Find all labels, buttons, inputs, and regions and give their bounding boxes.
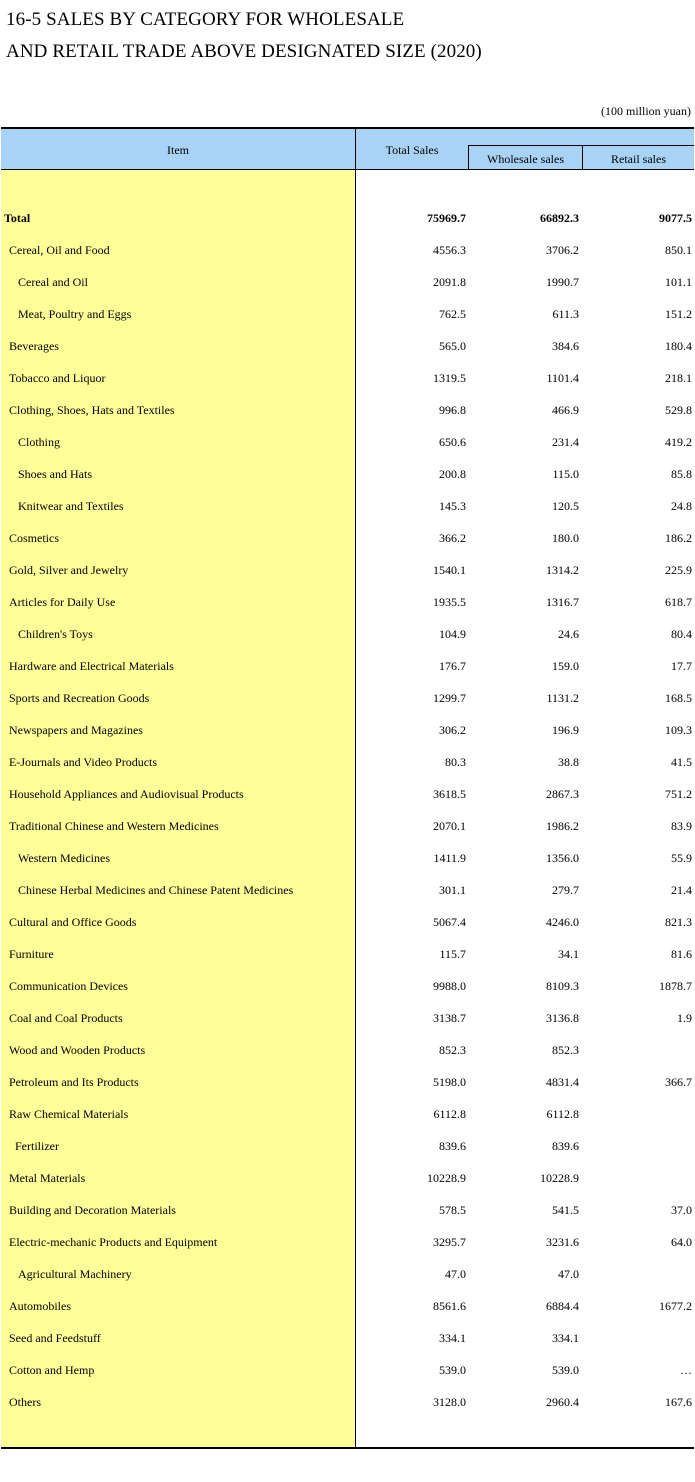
table-row	[1, 1290, 694, 1322]
row-retail-sales: 55.9	[671, 851, 692, 865]
row-total-sales: 852.3	[439, 1043, 466, 1057]
row-wholesale-sales: 1986.2	[546, 819, 579, 833]
table-row	[1, 1258, 694, 1290]
row-label: Seed and Feedstuff	[9, 1331, 101, 1345]
row-wholesale-sales: 38.8	[558, 755, 579, 769]
row-total-sales: 47.0	[445, 1267, 466, 1281]
row-retail-sales: 419.2	[665, 435, 692, 449]
page-title	[6, 4, 482, 68]
row-total-sales: 176.7	[439, 659, 466, 673]
row-wholesale-sales: 611.3	[552, 307, 579, 321]
table-row	[1, 426, 694, 458]
row-retail-sales: 85.8	[671, 467, 692, 481]
table-row	[1, 1098, 694, 1130]
row-label: Fertilizer	[15, 1139, 59, 1153]
table-row	[1, 618, 694, 650]
row-retail-sales: 168.5	[665, 691, 692, 705]
row-wholesale-sales: 180.0	[552, 531, 579, 545]
row-retail-sales: 24.8	[671, 499, 692, 513]
row-label: Raw Chemical Materials	[9, 1107, 129, 1121]
row-retail-sales: 9077.5	[659, 211, 692, 225]
row-retail-sales: 101.1	[665, 275, 692, 289]
row-retail-sales: 821.3	[665, 915, 692, 929]
table-header	[1, 129, 694, 169]
table-row	[1, 842, 694, 874]
row-total-sales: 1540.1	[433, 563, 466, 577]
row-retail-sales: 218.1	[665, 371, 692, 385]
row-label: Building and Decoration Materials	[9, 1203, 176, 1217]
row-label: Newspapers and Magazines	[9, 723, 143, 737]
row-wholesale-sales: 24.6	[558, 627, 579, 641]
table-row	[1, 1002, 694, 1034]
row-wholesale-sales: 231.4	[552, 435, 579, 449]
row-label: Cosmetics	[9, 531, 59, 545]
table-row	[1, 1322, 694, 1354]
header-divider-1	[468, 145, 469, 169]
row-total-sales: 539.0	[439, 1363, 466, 1377]
row-wholesale-sales: 279.7	[552, 883, 579, 897]
table-row	[1, 586, 694, 618]
row-wholesale-sales: 1101.4	[546, 371, 579, 385]
row-wholesale-sales: 34.1	[558, 947, 579, 961]
table-row	[1, 394, 694, 426]
row-total-sales: 200.8	[439, 467, 466, 481]
row-label: Petroleum and Its Products	[9, 1075, 139, 1089]
table-row	[1, 1066, 694, 1098]
row-retail-sales: 366.7	[665, 1075, 692, 1089]
row-wholesale-sales: 196.9	[552, 723, 579, 737]
table-row	[1, 1130, 694, 1162]
row-wholesale-sales: 159.0	[552, 659, 579, 673]
row-total-sales: 1319.5	[433, 371, 466, 385]
table-row	[1, 650, 694, 682]
table-row	[1, 490, 694, 522]
title-line-2: AND RETAIL TRADE ABOVE DESIGNATED SIZE (2020)	[6, 41, 482, 62]
row-total-sales: 5067.4	[433, 915, 466, 929]
row-retail-sales: 41.5	[671, 755, 692, 769]
table-body	[1, 202, 694, 1418]
row-wholesale-sales: 1990.7	[546, 275, 579, 289]
row-wholesale-sales: 66892.3	[540, 211, 579, 225]
row-total-sales: 104.9	[439, 627, 466, 641]
row-total-sales: 334.1	[439, 1331, 466, 1345]
table-row	[1, 1226, 694, 1258]
row-retail-sales: 64.0	[671, 1235, 692, 1249]
row-label: Articles for Daily Use	[9, 595, 116, 609]
table-row	[1, 1354, 694, 1386]
row-total-sales: 4556.3	[433, 243, 466, 257]
row-total-sales: 3138.7	[433, 1011, 466, 1025]
row-retail-sales: 17.7	[671, 659, 692, 673]
row-retail-sales: 850.1	[665, 243, 692, 257]
row-label: Metal Materials	[9, 1171, 86, 1185]
table-row	[1, 682, 694, 714]
row-wholesale-sales: 8109.3	[546, 979, 579, 993]
table-row	[1, 938, 694, 970]
table-row	[1, 1386, 694, 1418]
row-wholesale-sales: 6884.4	[546, 1299, 579, 1313]
row-label: Agricultural Machinery	[18, 1267, 132, 1281]
row-total-sales: 8561.6	[433, 1299, 466, 1313]
table-row	[1, 1034, 694, 1066]
row-retail-sales: 751.2	[665, 787, 692, 801]
table-row	[1, 746, 694, 778]
sales-table	[1, 127, 694, 1449]
row-label: Beverages	[9, 339, 59, 353]
table-row	[1, 810, 694, 842]
row-wholesale-sales: 3136.8	[546, 1011, 579, 1025]
row-label: Cultural and Office Goods	[9, 915, 137, 929]
row-total-sales: 145.3	[439, 499, 466, 513]
row-label: Coal and Coal Products	[9, 1011, 123, 1025]
table-row	[1, 1162, 694, 1194]
row-total-sales: 301.1	[439, 883, 466, 897]
row-retail-sales: 109.3	[665, 723, 692, 737]
row-wholesale-sales: 6112.8	[546, 1107, 579, 1121]
row-total-sales: 565.0	[439, 339, 466, 353]
row-wholesale-sales: 466.9	[552, 403, 579, 417]
header-divider-2	[582, 145, 583, 169]
row-retail-sales: 618.7	[665, 595, 692, 609]
row-label: Electric-mechanic Products and Equipment	[9, 1235, 218, 1249]
row-label: Sports and Recreation Goods	[9, 691, 150, 705]
row-wholesale-sales: 852.3	[552, 1043, 579, 1057]
row-wholesale-sales: 539.0	[552, 1363, 579, 1377]
row-wholesale-sales: 4831.4	[546, 1075, 579, 1089]
header-retail-sales: Retail sales	[611, 152, 666, 166]
row-retail-sales: 225.9	[665, 563, 692, 577]
row-retail-sales: 37.0	[671, 1203, 692, 1217]
row-total-sales: 839.6	[439, 1139, 466, 1153]
row-retail-sales: 529.8	[665, 403, 692, 417]
row-total-sales: 3295.7	[433, 1235, 466, 1249]
row-total-sales: 2070.1	[433, 819, 466, 833]
row-wholesale-sales: 1356.0	[546, 851, 579, 865]
table-row	[1, 202, 694, 234]
row-retail-sales: 1878.7	[659, 979, 692, 993]
table-row	[1, 554, 694, 586]
row-wholesale-sales: 10228.9	[540, 1171, 579, 1185]
row-wholesale-sales: 334.1	[552, 1331, 579, 1345]
table-row	[1, 874, 694, 906]
row-wholesale-sales: 2960.4	[546, 1395, 579, 1409]
table-row	[1, 522, 694, 554]
row-label: Chinese Herbal Medicines and Chinese Patent Medicines	[18, 883, 294, 897]
row-wholesale-sales: 3231.6	[546, 1235, 579, 1249]
row-label: Children's Toys	[18, 627, 93, 641]
row-total-sales: 5198.0	[433, 1075, 466, 1089]
row-label: Cotton and Hemp	[9, 1363, 95, 1377]
row-total-sales: 2091.8	[433, 275, 466, 289]
row-total-sales: 1411.9	[433, 851, 466, 865]
table-row	[1, 778, 694, 810]
row-label: Gold, Silver and Jewelry	[9, 563, 129, 577]
row-wholesale-sales: 2867.3	[546, 787, 579, 801]
row-label: Clothing, Shoes, Hats and Textiles	[9, 403, 175, 417]
row-total-sales: 1299.7	[433, 691, 466, 705]
row-label: Communication Devices	[9, 979, 128, 993]
row-retail-sales: 21.4	[671, 883, 692, 897]
unit-label: (100 million yuan)	[601, 104, 691, 118]
row-retail-sales: 180.4	[665, 339, 692, 353]
row-total-sales: 10228.9	[427, 1171, 466, 1185]
row-retail-sales: 151.2	[665, 307, 692, 321]
row-label: Cereal and Oil	[18, 275, 88, 289]
row-wholesale-sales: 541.5	[552, 1203, 579, 1217]
row-wholesale-sales: 1314.2	[546, 563, 579, 577]
row-label: Shoes and Hats	[18, 467, 92, 481]
row-total-sales: 1935.5	[433, 595, 466, 609]
table-row	[1, 458, 694, 490]
row-label: Household Appliances and Audiovisual Products	[9, 787, 244, 801]
row-total-sales: 306.2	[439, 723, 466, 737]
table-row	[1, 970, 694, 1002]
header-wholesale-sales: Wholesale sales	[487, 152, 564, 166]
table-row	[1, 298, 694, 330]
row-total-sales: 3128.0	[433, 1395, 466, 1409]
row-label: Hardware and Electrical Materials	[9, 659, 174, 673]
table-row	[1, 714, 694, 746]
table-row	[1, 234, 694, 266]
row-label: Automobiles	[9, 1299, 71, 1313]
row-total-sales: 80.3	[445, 755, 466, 769]
row-total-sales: 650.6	[439, 435, 466, 449]
row-retail-sales: 83.9	[671, 819, 692, 833]
row-retail-sales: 1.9	[677, 1011, 692, 1025]
row-label: Others	[9, 1395, 41, 1409]
row-total-sales: 366.2	[439, 531, 466, 545]
row-wholesale-sales: 115.0	[552, 467, 579, 481]
row-wholesale-sales: 3706.2	[546, 243, 579, 257]
row-label: Traditional Chinese and Western Medicines	[9, 819, 219, 833]
row-retail-sales: 186.2	[665, 531, 692, 545]
row-total-sales: 115.7	[439, 947, 466, 961]
row-label: Western Medicines	[18, 851, 111, 865]
row-retail-sales: 80.4	[671, 627, 692, 641]
table-row	[1, 330, 694, 362]
table-bottom-rule	[1, 1447, 694, 1449]
row-wholesale-sales: 120.5	[552, 499, 579, 513]
row-label: Knitwear and Textiles	[18, 499, 124, 513]
row-total-sales: 75969.7	[427, 211, 466, 225]
row-label: Tobacco and Liquor	[9, 371, 106, 385]
row-total-sales: 996.8	[439, 403, 466, 417]
title-line-1: 16-5 SALES BY CATEGORY FOR WHOLESALE	[6, 9, 405, 30]
header-total-sales: Total Sales	[385, 143, 439, 157]
table-row	[1, 906, 694, 938]
row-total-sales: 3618.5	[433, 787, 466, 801]
row-wholesale-sales: 839.6	[552, 1139, 579, 1153]
row-total-sales: 578.5	[439, 1203, 466, 1217]
row-label: Meat, Poultry and Eggs	[18, 307, 132, 321]
row-label: E-Journals and Video Products	[9, 755, 158, 769]
row-total-sales: 9988.0	[433, 979, 466, 993]
row-total-sales: 6112.8	[433, 1107, 466, 1121]
table-row	[1, 362, 694, 394]
row-label: Wood and Wooden Products	[9, 1043, 146, 1057]
row-total-sales: 762.5	[439, 307, 466, 321]
row-wholesale-sales: 1131.2	[546, 691, 579, 705]
row-retail-sales: 167.6	[665, 1395, 692, 1409]
row-wholesale-sales: 384.6	[552, 339, 579, 353]
row-label: Furniture	[9, 947, 54, 961]
row-wholesale-sales: 1316.7	[546, 595, 579, 609]
row-retail-sales: 81.6	[671, 947, 692, 961]
table-row	[1, 266, 694, 298]
header-item: Item	[167, 143, 189, 157]
row-wholesale-sales: 47.0	[558, 1267, 579, 1281]
table-row	[1, 1194, 694, 1226]
row-label: Cereal, Oil and Food	[9, 243, 110, 257]
row-retail-sales: 1677.2	[659, 1299, 692, 1313]
row-retail-sales: …	[680, 1363, 692, 1377]
row-label: Total	[4, 211, 31, 225]
row-wholesale-sales: 4246.0	[546, 915, 579, 929]
row-label: Clothing	[18, 435, 61, 449]
